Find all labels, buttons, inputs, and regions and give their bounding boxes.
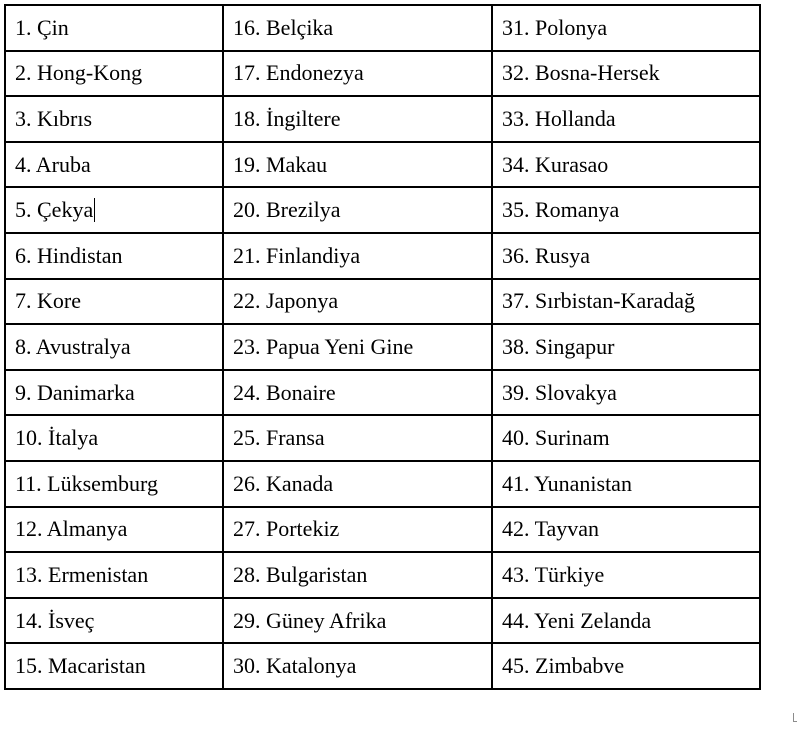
table-cell[interactable]	[492, 324, 760, 370]
country-entry: 15. Macaristan	[15, 653, 146, 679]
country-entry: 14. İsveç	[15, 607, 95, 633]
table-cell[interactable]	[5, 415, 223, 461]
table-cell[interactable]	[492, 461, 760, 507]
table-cell[interactable]	[223, 5, 492, 51]
country-entry: 9. Danimarka	[15, 379, 135, 405]
table-cell[interactable]	[492, 51, 760, 97]
country-entry: 1. Çin	[15, 14, 69, 40]
country-entry: 37. Sırbistan-Karadağ	[502, 288, 696, 314]
country-entry: 43. Türkiye	[502, 561, 605, 587]
country-entry: 16. Belçika	[233, 14, 334, 40]
table-cell[interactable]	[223, 552, 492, 598]
table-cell[interactable]	[492, 142, 760, 188]
table-cell[interactable]	[492, 415, 760, 461]
table-cell[interactable]	[5, 507, 223, 553]
table-cell[interactable]	[492, 5, 760, 51]
country-table	[4, 4, 761, 690]
country-entry: 10. İtalya	[15, 425, 99, 451]
table-cell[interactable]	[223, 370, 492, 416]
country-entry: 7. Kore	[15, 288, 81, 314]
table-cell[interactable]	[5, 461, 223, 507]
country-entry: 18. İngiltere	[233, 105, 341, 131]
country-entry: 33. Hollanda	[502, 105, 616, 131]
country-entry: 29. Güney Afrika	[233, 607, 387, 633]
table-cell[interactable]	[5, 233, 223, 279]
table-row	[5, 233, 760, 279]
table-cell[interactable]	[492, 233, 760, 279]
table-cell[interactable]	[223, 507, 492, 553]
table-row	[5, 507, 760, 553]
table-cell[interactable]	[492, 279, 760, 325]
page-corner-mark	[793, 713, 797, 722]
table-cell[interactable]	[223, 233, 492, 279]
table-row	[5, 415, 760, 461]
table-row	[5, 598, 760, 644]
table-cell[interactable]	[223, 324, 492, 370]
table-row	[5, 461, 760, 507]
table-row	[5, 51, 760, 97]
country-entry: 23. Papua Yeni Gine	[233, 333, 414, 359]
country-entry: 28. Bulgaristan	[233, 561, 368, 587]
country-entry: 6. Hindistan	[15, 242, 123, 268]
country-entry: 11. Lüksemburg	[15, 470, 158, 496]
country-entry: 41. Yunanistan	[502, 470, 632, 496]
table-cell[interactable]	[223, 187, 492, 233]
table-row	[5, 5, 760, 51]
country-entry: 4. Aruba	[15, 151, 91, 177]
table-cell[interactable]	[492, 552, 760, 598]
country-entry: 38. Singapur	[502, 333, 615, 359]
country-entry: 26. Kanada	[233, 470, 334, 496]
table-cell[interactable]	[492, 370, 760, 416]
country-entry: 24. Bonaire	[233, 379, 336, 405]
table-cell[interactable]	[5, 5, 223, 51]
table-cell[interactable]	[223, 51, 492, 97]
country-entry: 3. Kıbrıs	[15, 105, 92, 131]
country-entry: 27. Portekiz	[233, 516, 340, 542]
country-entry: 34. Kurasao	[502, 151, 609, 177]
table-cell[interactable]	[5, 598, 223, 644]
table-row	[5, 187, 760, 233]
country-entry: 19. Makau	[233, 151, 328, 177]
table-row	[5, 552, 760, 598]
country-entry: 36. Rusya	[502, 242, 590, 268]
country-entry: 31. Polonya	[502, 14, 608, 40]
country-entry: 8. Avustralya	[15, 333, 131, 359]
table-cell[interactable]	[223, 142, 492, 188]
table-row	[5, 643, 760, 689]
country-entry: 30. Katalonya	[233, 653, 357, 679]
table-cell[interactable]	[5, 187, 223, 233]
country-entry: 44. Yeni Zelanda	[502, 607, 652, 633]
country-entry: 5. Çekya	[15, 197, 94, 223]
table-cell[interactable]	[492, 96, 760, 142]
table-cell[interactable]	[492, 507, 760, 553]
table-cell[interactable]	[223, 461, 492, 507]
table-cell[interactable]	[5, 51, 223, 97]
table-cell[interactable]	[492, 598, 760, 644]
table-cell[interactable]	[5, 370, 223, 416]
country-entry: 20. Brezilya	[233, 197, 341, 223]
country-entry: 45. Zimbabve	[502, 653, 625, 679]
country-entry: 32. Bosna-Hersek	[502, 60, 660, 86]
country-entry: 39. Slovakya	[502, 379, 617, 405]
table-row	[5, 279, 760, 325]
table-cell[interactable]	[223, 598, 492, 644]
table-cell[interactable]	[492, 643, 760, 689]
country-entry: 12. Almanya	[15, 516, 128, 542]
table-row	[5, 324, 760, 370]
country-entry: 25. Fransa	[233, 425, 325, 451]
table-cell[interactable]	[223, 96, 492, 142]
table-cell[interactable]	[223, 415, 492, 461]
table-cell[interactable]	[5, 643, 223, 689]
country-entry: 17. Endonezya	[233, 60, 364, 86]
country-table-body	[5, 5, 760, 689]
table-cell[interactable]	[5, 279, 223, 325]
table-cell[interactable]	[5, 552, 223, 598]
table-cell[interactable]	[223, 643, 492, 689]
country-entry: 35. Romanya	[502, 197, 620, 223]
table-cell[interactable]	[5, 324, 223, 370]
country-entry: 13. Ermenistan	[15, 561, 149, 587]
table-cell[interactable]	[223, 279, 492, 325]
country-entry: 40. Surinam	[502, 425, 610, 451]
country-entry: 21. Finlandiya	[233, 242, 361, 268]
country-entry: 22. Japonya	[233, 288, 339, 314]
table-cell[interactable]	[492, 187, 760, 233]
text-cursor	[94, 198, 95, 222]
table-cell[interactable]	[5, 142, 223, 188]
table-row	[5, 142, 760, 188]
table-cell[interactable]	[5, 96, 223, 142]
country-entry: 2. Hong-Kong	[15, 60, 143, 86]
table-row	[5, 370, 760, 416]
table-row	[5, 96, 760, 142]
country-entry: 42. Tayvan	[502, 516, 600, 542]
